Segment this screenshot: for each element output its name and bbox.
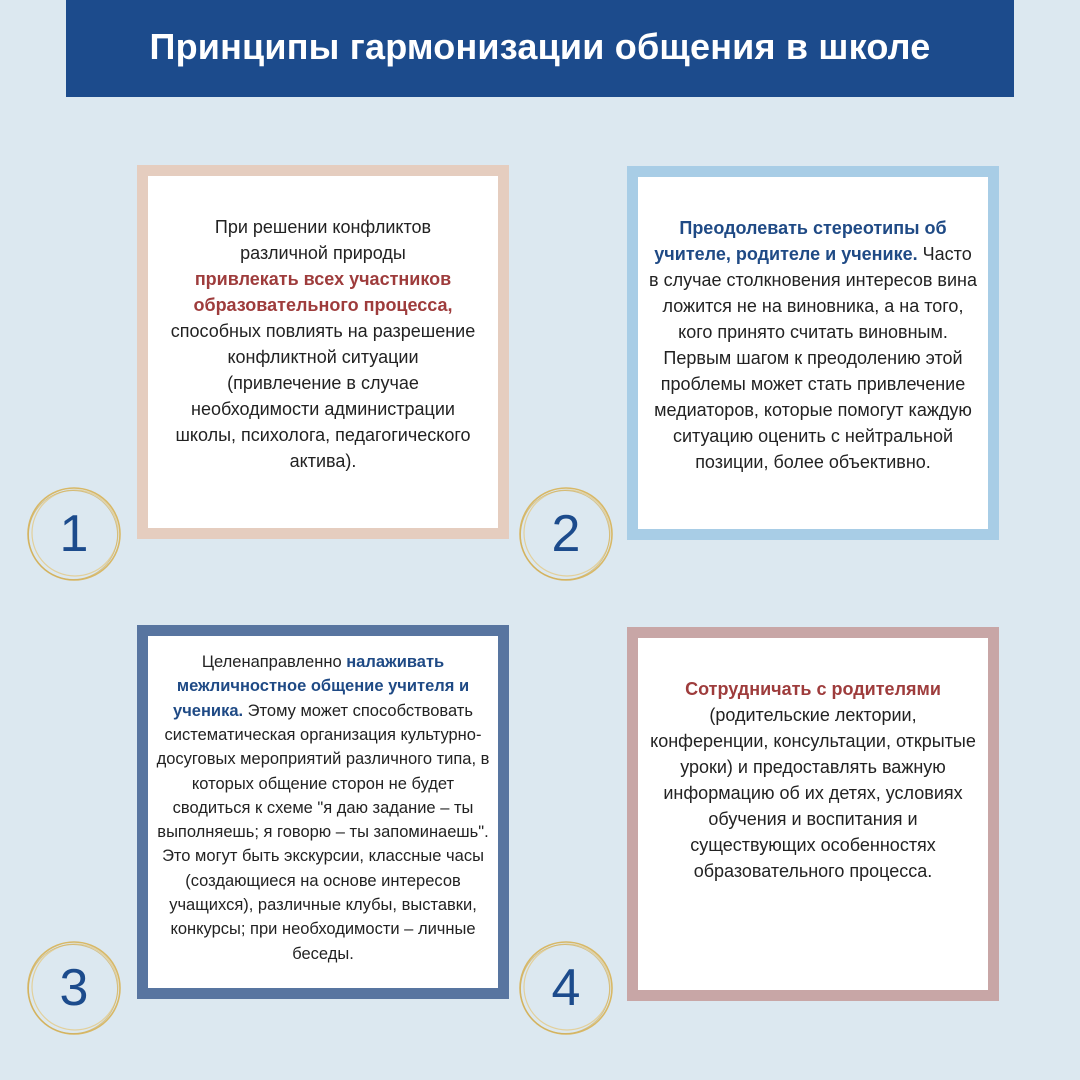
card-1-highlight: привлекать всех участников образовательного процесса,: [193, 269, 453, 315]
card-1-text-intro: При решении конфликтов различной природы: [214, 217, 432, 263]
principle-card-3: [137, 625, 509, 999]
number-badge-3: [24, 938, 124, 1038]
number-badge-2: [516, 484, 616, 584]
principle-card-2-text: [638, 215, 988, 475]
card-4-text-body: (родительские лектории, конференции, консультации, открытые уроки) и предоставлять важную информацию об их детях, условиях обучения и воспитания и существующих особенностях образовательного процесса.: [650, 705, 976, 881]
card-1-text-body: способных повлиять на разрешение конфликтной ситуации (привлечение в случае необходимости администрации школы, психолога, педагогического актива).: [170, 321, 476, 471]
principle-card-4: [627, 627, 999, 1001]
principle-card-1: [137, 165, 509, 539]
card-3-highlight: налаживать межличностное общение учителя и ученика.: [173, 653, 470, 720]
badge-number: 1: [59, 505, 89, 563]
principle-card-2: [627, 166, 999, 540]
card-2-highlight: Преодолевать стереотипы об учителе, родителе и ученике.: [654, 218, 947, 264]
principle-card-4-text: [638, 676, 988, 884]
badge-number: 3: [59, 959, 89, 1017]
number-badge-1: [24, 484, 124, 584]
principle-card-1-text: [148, 214, 498, 474]
card-3-text-intro: Целенаправленно: [201, 653, 347, 672]
card-3-text-body: Этому может способствовать систематическая организация культурно-досуговых мероприятий различного типа, в которых общение сторон не будет сводиться к схеме "я даю задание – ты выполняешь; я говорю – ты запоминаешь". Это могут быть экскурсии, классные часы (создающиеся на основе интересов учащихся), различные клубы, выставки, конкурсы; при необходимости – личные беседы.: [156, 701, 490, 963]
card-2-text-body: Часто в случае столкновения интересов вина ложится не на виновника, а на того, кого принято считать виновным. Первым шагом к преодолению этой проблемы может стать привлечение медиаторов, которые помогут каждую ситуацию оценить с нейтральной позиции, более объективно.: [649, 244, 977, 472]
title-banner: [66, 0, 1014, 97]
page-title: Принципы гармонизации общения в школе: [149, 25, 931, 67]
number-badge-4: [516, 938, 616, 1038]
card-4-highlight: Сотрудничать с родителями: [685, 679, 941, 699]
badge-number: 2: [551, 505, 581, 563]
badge-number: 4: [551, 959, 581, 1017]
principle-card-3-text: [148, 650, 498, 966]
